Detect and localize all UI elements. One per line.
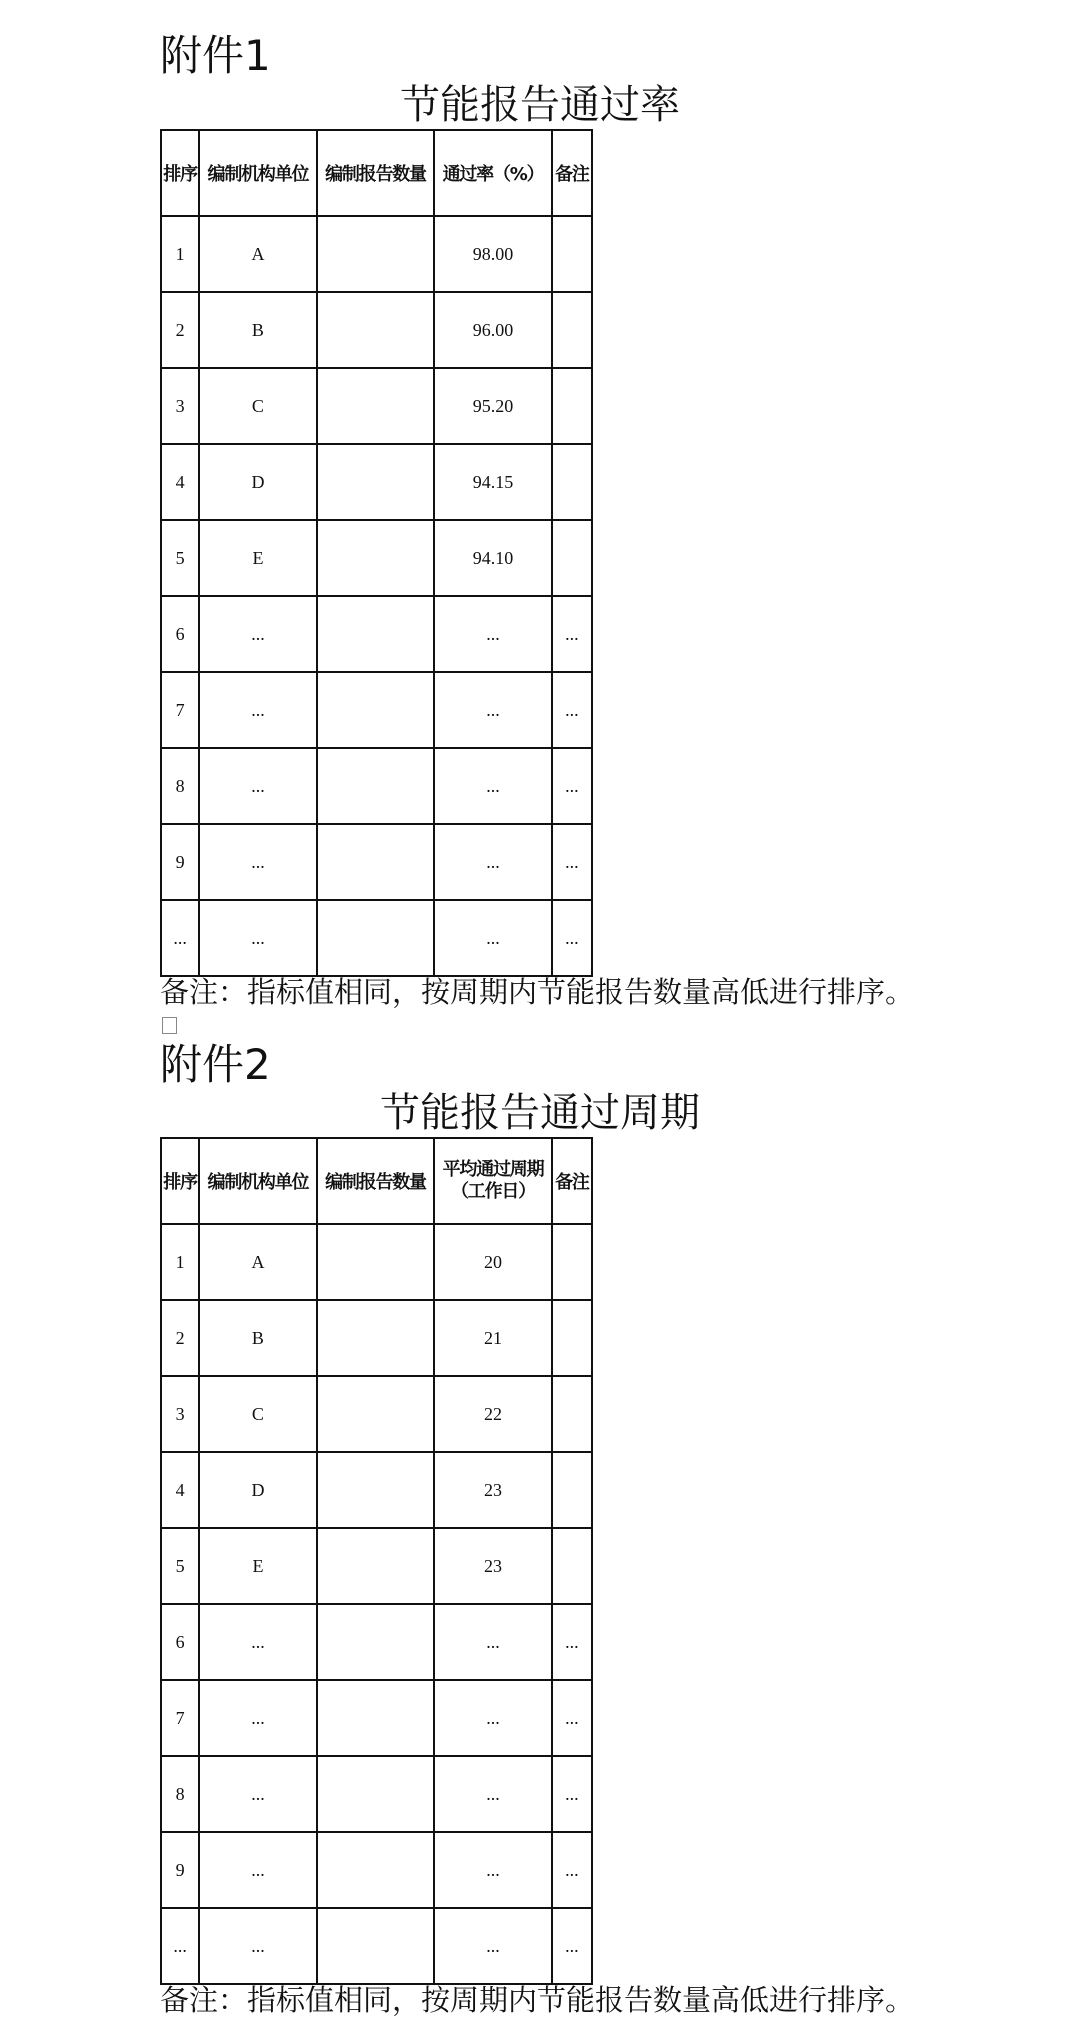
cell-rank: 6 (161, 1604, 199, 1680)
cell-remarks: ... (552, 1756, 592, 1832)
table-row (161, 444, 592, 520)
table-row (161, 1528, 592, 1604)
cell-remarks (552, 1528, 592, 1604)
cell-report-count (317, 292, 435, 368)
cell-value: 21 (434, 1300, 552, 1376)
header-pass-rate: 通过率（%） (434, 130, 552, 216)
cell-organization: ... (199, 1756, 317, 1832)
cell-organization: E (199, 520, 317, 596)
cell-remarks (552, 444, 592, 520)
cell-report-count (317, 1908, 435, 1984)
cell-report-count (317, 1528, 435, 1604)
cell-report-count (317, 444, 435, 520)
cell-rank: 8 (161, 748, 199, 824)
cell-rank: 1 (161, 216, 199, 292)
pass-rate-table (160, 129, 593, 977)
cell-report-count (317, 1224, 435, 1300)
pass-rate-footnote: 备注：指标值相同，按周期内节能报告数量高低进行排序。 (160, 975, 915, 1009)
header-report-count: 编制报告数量 (317, 130, 435, 216)
cell-organization: D (199, 444, 317, 520)
cell-remarks: ... (552, 1680, 592, 1756)
cell-rank: 9 (161, 824, 199, 900)
cell-value: ... (434, 900, 552, 976)
table-row (161, 1908, 592, 1984)
cell-remarks (552, 216, 592, 292)
table-row (161, 216, 592, 292)
header-remarks: 备注 (552, 1138, 592, 1224)
cell-report-count (317, 368, 435, 444)
cell-rank: 6 (161, 596, 199, 672)
cell-organization: ... (199, 1908, 317, 1984)
cell-rank: 4 (161, 444, 199, 520)
cell-report-count (317, 1756, 435, 1832)
cell-value: 20 (434, 1224, 552, 1300)
cell-value: ... (434, 596, 552, 672)
cell-rank: 2 (161, 1300, 199, 1376)
table-row (161, 596, 592, 672)
cell-value: ... (434, 1604, 552, 1680)
cell-remarks (552, 1452, 592, 1528)
cell-remarks: ... (552, 1832, 592, 1908)
table-row (161, 1300, 592, 1376)
cell-organization: A (199, 216, 317, 292)
cell-rank: 8 (161, 1756, 199, 1832)
cell-value: 96.00 (434, 292, 552, 368)
table-row (161, 900, 592, 976)
table-header-row (161, 1138, 592, 1224)
table-row (161, 368, 592, 444)
header-report-count: 编制报告数量 (317, 1138, 435, 1224)
cell-rank: 5 (161, 1528, 199, 1604)
cell-organization: ... (199, 672, 317, 748)
cell-organization: ... (199, 748, 317, 824)
pass-cycle-table (160, 1137, 593, 1985)
table-row (161, 1376, 592, 1452)
cell-value: ... (434, 672, 552, 748)
header-average-pass-cycle: 平均通过周期（工作日） (434, 1138, 552, 1224)
cell-rank: 7 (161, 1680, 199, 1756)
cell-rank: ... (161, 900, 199, 976)
cell-organization: ... (199, 824, 317, 900)
cell-value: 94.15 (434, 444, 552, 520)
table-row (161, 748, 592, 824)
pass-rate-table-title: 节能报告通过率 (400, 82, 680, 128)
cell-rank: 3 (161, 368, 199, 444)
cell-report-count (317, 1376, 435, 1452)
cell-organization: D (199, 1452, 317, 1528)
cell-report-count (317, 748, 435, 824)
table-row (161, 1832, 592, 1908)
cell-rank: 1 (161, 1224, 199, 1300)
pass-cycle-table-title: 节能报告通过周期 (380, 1090, 700, 1136)
table-row (161, 1680, 592, 1756)
cell-value: ... (434, 748, 552, 824)
header-organization: 编制机构单位 (199, 130, 317, 216)
cell-rank: 5 (161, 520, 199, 596)
cell-organization: B (199, 292, 317, 368)
table-header-row (161, 130, 592, 216)
cell-rank: 4 (161, 1452, 199, 1528)
cell-rank: 3 (161, 1376, 199, 1452)
header-rank: 排序 (161, 130, 199, 216)
cell-remarks: ... (552, 672, 592, 748)
cell-remarks (552, 520, 592, 596)
cell-report-count (317, 1680, 435, 1756)
cell-organization: ... (199, 900, 317, 976)
cell-remarks (552, 1224, 592, 1300)
cell-organization: C (199, 368, 317, 444)
cell-report-count (317, 824, 435, 900)
cell-value: 23 (434, 1452, 552, 1528)
cell-organization: ... (199, 1604, 317, 1680)
cell-value: ... (434, 824, 552, 900)
cell-remarks (552, 368, 592, 444)
cell-value: 22 (434, 1376, 552, 1452)
cell-organization: ... (199, 1680, 317, 1756)
cell-organization: A (199, 1224, 317, 1300)
cell-organization: ... (199, 596, 317, 672)
cell-report-count (317, 1300, 435, 1376)
cell-value: ... (434, 1756, 552, 1832)
table-row (161, 292, 592, 368)
cell-report-count (317, 216, 435, 292)
cell-value: ... (434, 1832, 552, 1908)
cell-report-count (317, 1832, 435, 1908)
cell-rank: ... (161, 1908, 199, 1984)
cell-value: 94.10 (434, 520, 552, 596)
table-row (161, 1452, 592, 1528)
cell-report-count (317, 900, 435, 976)
placeholder-box-icon (162, 1017, 177, 1034)
attachment-1-label: 附件1 (160, 31, 271, 80)
cell-value: ... (434, 1908, 552, 1984)
pass-cycle-footnote: 备注：指标值相同，按周期内节能报告数量高低进行排序。 (160, 1983, 915, 2017)
cell-report-count (317, 1604, 435, 1680)
pass-rate-table-body (161, 216, 592, 976)
cell-organization: C (199, 1376, 317, 1452)
table-row (161, 520, 592, 596)
cell-remarks: ... (552, 1908, 592, 1984)
cell-remarks: ... (552, 824, 592, 900)
cell-rank: 7 (161, 672, 199, 748)
header-rank: 排序 (161, 1138, 199, 1224)
header-remarks: 备注 (552, 130, 592, 216)
table-row (161, 824, 592, 900)
table-row (161, 1756, 592, 1832)
header-organization: 编制机构单位 (199, 1138, 317, 1224)
cell-report-count (317, 672, 435, 748)
cell-remarks: ... (552, 1604, 592, 1680)
cell-organization: E (199, 1528, 317, 1604)
cell-organization: ... (199, 1832, 317, 1908)
cell-report-count (317, 520, 435, 596)
cell-value: ... (434, 1680, 552, 1756)
cell-remarks (552, 292, 592, 368)
attachment-2-label: 附件2 (160, 1040, 271, 1089)
table-row (161, 1224, 592, 1300)
cell-remarks: ... (552, 596, 592, 672)
cell-remarks (552, 1376, 592, 1452)
cell-value: 98.00 (434, 216, 552, 292)
cell-report-count (317, 1452, 435, 1528)
cell-remarks (552, 1300, 592, 1376)
cell-report-count (317, 596, 435, 672)
cell-rank: 2 (161, 292, 199, 368)
cell-value: 23 (434, 1528, 552, 1604)
cell-value: 95.20 (434, 368, 552, 444)
pass-cycle-table-body (161, 1224, 592, 1984)
cell-remarks: ... (552, 748, 592, 824)
cell-rank: 9 (161, 1832, 199, 1908)
cell-organization: B (199, 1300, 317, 1376)
table-row (161, 1604, 592, 1680)
cell-remarks: ... (552, 900, 592, 976)
table-row (161, 672, 592, 748)
